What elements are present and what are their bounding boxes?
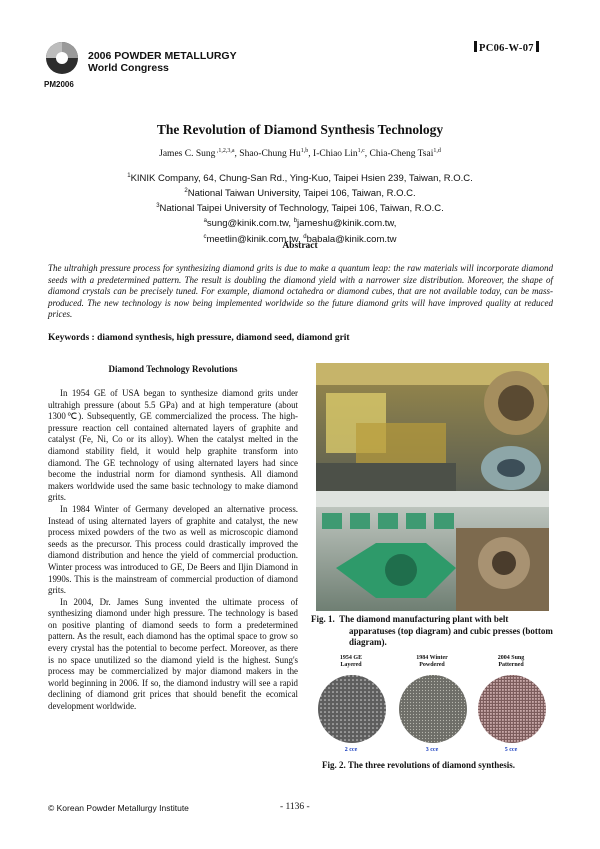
figure-2-caption: Fig. 2. The three revolutions of diamond synthesis. bbox=[322, 760, 516, 770]
disc-scale-label: 3 cce bbox=[425, 747, 439, 753]
conference-line-1: 2006 POWDER METALLURGY bbox=[88, 50, 237, 62]
paper-code bbox=[472, 41, 541, 54]
author-name: I-Chiao Lin bbox=[313, 149, 358, 160]
logo-text: PM2006 bbox=[44, 80, 74, 89]
affiliations bbox=[0, 170, 600, 246]
disc-label: 1984 Winter Powdered bbox=[416, 655, 448, 668]
paper-code-text: PC06-W-07 bbox=[479, 43, 534, 54]
disc-layered bbox=[318, 675, 386, 743]
affiliation-line: $^1$KINIK Company, 64, Chung-San Rd., Ying-Kuo, Taipei Hsien 239, Taiwan, R.O.C. bbox=[127, 173, 473, 185]
disc-patterned bbox=[478, 675, 546, 743]
email-line: $^a$sung@kinik.com.tw, $^b$jameshu@kinik.com.tw, bbox=[203, 218, 397, 230]
page-number: - 1136 - bbox=[280, 802, 310, 812]
author-name: Shao-Chung Hu bbox=[239, 149, 301, 160]
figure-1-photo bbox=[316, 363, 549, 611]
abstract-text: The ultrahigh pressure process for synthesizing diamond grits is due to make a quantum leap: the raw materials will incorporate diamond seeds with a predetermined pattern. The result is doubling the diamond yield with a narrower size distribution. Moreover, the shape of diamond crystals can be precisely tuned. For example, diamond octahedra or diamond cubes, that are not available today, can be mass-produced. The new technology is now being implemented worldwide so the future diamond grits will have improved quality at reduced prices. bbox=[48, 263, 553, 319]
abstract-heading: Abstract bbox=[282, 241, 318, 251]
footer-copyright: © Korean Powder Metallurgy Institute bbox=[48, 803, 189, 813]
author-name: James C. Sung bbox=[159, 149, 216, 160]
conference-logo-icon bbox=[42, 40, 82, 80]
figure-1-caption: Fig. 1. The diamond manufacturing plant with belt apparatuses (top diagram) and cubic presses (bottom diagram). bbox=[311, 614, 553, 647]
paper-title: The Revolution of Diamond Synthesis Technology bbox=[156, 122, 444, 137]
keywords: Keywords : diamond synthesis, high pressure, diamond seed, diamond grit bbox=[48, 333, 350, 343]
paragraph: In 1954 GE of USA began to synthesize diamond grits under ultrahigh pressure (about 5.5 GPa) and at high temperature (about 1300℃). Subsequently, GE commercialized the process. The high-pressure reaction cell contained alternated layers of graphite and catalyst (Fe, Ni, Co or its alloy). When the catalyst melted in the diamond stability field, it would help graphite transform into diamond. The GE technology of using alternated layers had since become the industrial norm for diamond synthesis. All diamond makers worldwide used the same basic technology to make diamond grits. bbox=[48, 388, 298, 503]
section-heading: Diamond Technology Revolutions bbox=[108, 364, 238, 374]
affiliation-line: $^2$National Taiwan University, Taipei 106, Taiwan, R.O.C. bbox=[184, 188, 416, 200]
author-name: Chia-Cheng Tsai bbox=[369, 149, 434, 160]
paragraph: In 1984 Winter of Germany developed an alternative process. Instead of using alternated layers of graphite and catalyst, the new process mixed powders of the two as well as microscopic diamond seeds as the precursor. This process could drastically improved the diamond distribution and hence the yield of commercial production. Winter process was introduced to GE, De Beers and Iljin Diamond in 1990s. This is the mainstream of commercial production of diamond grits. bbox=[48, 503, 298, 596]
conference-line-2: World Congress bbox=[88, 62, 169, 74]
disc-powdered bbox=[399, 675, 467, 743]
disc-label: 2004 Sung Patterned bbox=[497, 655, 525, 668]
disc-label: 1954 GE Layered bbox=[339, 655, 363, 668]
affiliation-line: $^3$National Taipei University of Technology, Taipei 106, Taiwan, R.O.C. bbox=[156, 203, 444, 215]
email-line: $^c$meetlin@kinik.com.tw, $^d$babala@kinik.com.tw bbox=[203, 233, 397, 245]
body-text bbox=[48, 388, 298, 713]
author-list: James C. Sung $^{,1,2,3,a}$, Shao-Chung Hu$^{1,b}$, I-Chiao Lin$^{1,c}$, Chia-Cheng Tsai$^{1,d}$ bbox=[159, 148, 441, 160]
paragraph: In 2004, Dr. James Sung invented the ultimate process of synthesizing diamond under high pressure. The technology is based on positive planting of diamond seeds to form a predetermined pattern. As the result, each diamond has the optimal space to grow so every crystal has the potential to become perfect. Moreover, as there is no space unutilized so the diamond yield is the highest. Sung's process may be commercialized by major diamond makers in the world beginning in 2006. If so, the diamond industry will see a rapid declining of diamond grit prices that should benefit the ecomical development worldwide. bbox=[48, 596, 298, 712]
figure-2 bbox=[316, 655, 549, 760]
disc-scale-label: 5 cce bbox=[504, 747, 518, 753]
disc-scale-label: 2 cce bbox=[344, 747, 358, 753]
conference-title bbox=[88, 50, 237, 74]
synthesis-discs bbox=[316, 671, 549, 747]
